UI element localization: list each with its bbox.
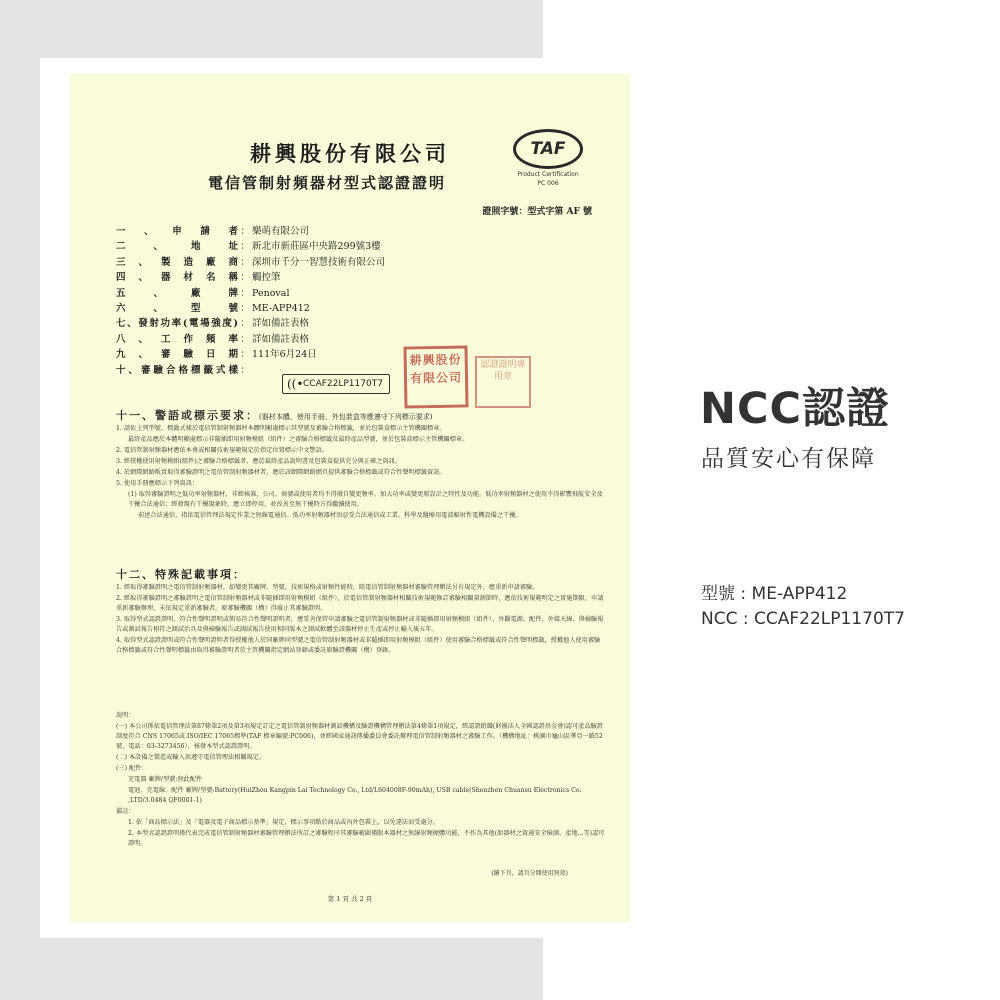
field-applicant: 一、申請者 ： 樂萌有限公司 — [116, 226, 310, 237]
field-value: 深圳市千分一智慧技術有限公司 — [252, 256, 386, 268]
paragraph: 1. 請依上列型號、標籤式樣於電信管制射頻器材本體明顯處標示其型號及審驗合格標籤，並於包裝盒標示主管機關標章。 — [116, 425, 446, 432]
paragraph: 5. 使用手冊應標示下列資訊： — [116, 480, 199, 487]
paragraph: (二) 本設備之製造或輸入須遵守電信管理法相關規定。 — [116, 754, 266, 761]
field-equipment-name: 四、器材名稱 ： 觸控筆 — [116, 272, 281, 284]
company-name: 耕興股份有限公司 — [250, 141, 450, 166]
certificate-document — [70, 74, 630, 922]
field-address: 二、地址 ： 新北市新莊區中央路299號3樓 — [116, 241, 381, 253]
paragraph: 2. 電信管制射頻器材應依本會或相關技術規範規定於指定位置標示中文警語。 — [116, 447, 329, 454]
special-notes-section — [116, 566, 606, 656]
field-value: 樂萌有限公司 — [252, 226, 310, 237]
section-heading: 十二、特殊記載事項： — [116, 568, 246, 581]
field-value: 詳如備註表格 — [252, 318, 310, 330]
official-seal: 認證證明專用章 — [475, 356, 531, 408]
paragraph: 最終產品應於本體明顯處標示非隨插即用射頻模組（組件）之審驗合格標籤及最終產品型號，並於包裝盒標示主管機關標章。 — [128, 436, 469, 443]
paragraph: (1) 取得審驗證明之低功率射頻器材，非經核准，公司、商號或使用者均不得擅自變更頻率、加大功率或變更原設計之特性及功能。低功率射頻器材之使用不得影響飛航安全及干擾合法通信；經發現有干擾現象時，應立即停用，並改善至無干擾時方得繼續使用。 — [128, 491, 603, 508]
paragraph: 充電器 廠牌/型號:無此配件 — [128, 776, 203, 783]
field-value: 詳如備註表格 — [252, 333, 310, 345]
field-model: 六、型號 ： ME-APP412 — [116, 302, 310, 314]
paragraph: 3. 經授權使用射頻模組(組件)之審驗合格標籤者，應於最終產品說明書及包裝盒提供充分與正確之資訊。 — [116, 458, 401, 465]
field-value: 新北市新莊區中央路299號3樓 — [252, 241, 381, 253]
paragraph: 備註： — [116, 808, 135, 815]
field-value: Penoval — [252, 287, 290, 299]
field-frequency: 八、工作頻率 ： 詳如備註表格 — [116, 333, 310, 345]
quality-tagline: 品質安心有保障 — [701, 446, 876, 472]
product-info — [701, 582, 905, 632]
section-heading: 十一、警語或標示要求：(器材本體、使用手冊、外包裝盒等應遵守下列標示要求) — [116, 409, 433, 422]
certificate-title: 電信管制射頻器材型式認證證明 — [208, 174, 447, 192]
paragraph: 4. 取得型式認證證明或符合性聲明證明者得授權他人於同廠牌同型號之電信管制射頻器材或非隨插即用射頻模組（組件）使用審驗合格標籤或符合性聲明標籤，授權他人使用審驗合格標籤或符合性聲明標籤由取得審驗證明者於主管機關指定網站登錄或委託原驗證機關（構）登錄。 — [116, 637, 601, 654]
model-line: 型號 : ME-APP412 — [701, 584, 848, 604]
field-date: 九、審驗日期 ： 111年6月24日 — [116, 349, 317, 361]
taf-logo-caption-2: PC 006 — [537, 180, 559, 187]
field-power: 七、發射功率(電場強度) ： 詳如備註表格 — [116, 318, 310, 330]
taf-logo — [508, 129, 588, 187]
field-manufacturer: 三、製造廠商 ： 深圳市千分一智慧技術有限公司 — [116, 256, 386, 268]
taf-logo-caption-1: Product Certification — [517, 171, 579, 178]
ncc-approval-label — [282, 374, 390, 394]
certificate-fields — [116, 224, 556, 378]
field-value: 觸控筆 — [252, 272, 281, 284]
continuation-note: (續下頁，請頁分開使用無效) — [491, 870, 568, 877]
field-value: 111年6月24日 — [252, 349, 317, 361]
paragraph: 1. 經取得審驗證明之電信管制射頻器材，如變更其廠牌、型號、技術規格或射頻性能時，除電信管制射頻器材審驗管理辦法另有規定外，應重新申請審驗。 — [116, 584, 539, 591]
paragraph: 1. 依「商品標示法」及「電器及電子商品標示基準」規定，標示事項點於商品或內外包裝上，以免違法而受處分。 — [128, 819, 440, 826]
company-stamp: 耕興股份有限公司 — [403, 345, 468, 408]
page-number: 第 1 頁 共 2 頁 — [327, 895, 373, 903]
certificate-number: 證照字號：型式字第 AF 號 — [482, 207, 592, 217]
paragraph: 2. 本型式認證證明僅代表完成電信管制射頻器材審驗管理辦法所訂之審驗程序其審驗範圍僅限本器材之無線射頻硬體功能，不作為其他(如器材之資通安全檢測、產地...等)認可證明。 — [128, 830, 605, 847]
paragraph: 電池、充電線、配件 廠牌/型號:Battery(HuiZhou Kangpin Lai Technology Co., Ltd/L604008F-90mAh), USB cable(Shenzhen Chuansu Electronics Co. ,LTD/3.0484 QF0001-1) — [128, 787, 582, 804]
field-brand: 五、廠牌 ： Penoval — [116, 287, 290, 299]
ncc-heading: NCC認證 — [700, 384, 891, 434]
remarks-section — [116, 710, 606, 849]
warning-section — [116, 407, 606, 521]
taf-logo-mark: TAF — [513, 129, 583, 169]
field-value: ME-APP412 — [252, 302, 310, 314]
paragraph: (三) 配件： — [116, 765, 148, 772]
field-label-sample: 十、審驗合格標籤式樣 ： — [116, 364, 250, 376]
paragraph: 2. 經取得審驗證明之審驗證明之電信管制射頻器材或非隨插即用射頻模組（組件），於電信管制射頻器材相關技術規範修訂審驗相關量測節時，應依技術規範明定之實施期限，申請重新審驗辦理，未依規定重新審驗者，原審驗機關（構）得廢止其審驗證明。 — [116, 595, 604, 612]
paragraph: 4. 於網際網路販賣取得審驗證明之電信管制射頻器材者，應於該網際網路網頁提供審驗合格標籤或符合性聲明標籤資訊。 — [116, 469, 446, 476]
paragraph: 3. 取得型式認證證明、符合性聲明證明或簡易符合性聲明證明者，應妥善保管申請審驗之電信管制射頻器材或非隨插即用射頻模組（組件）、外觀電源、配件、外接天線、與檢驗報告或測試報告相符之測試治具及與檢驗報告或測試報告使用相同版本之測試軟體至該器材停止生產或停止輸入後五年。 — [116, 616, 604, 633]
ncc-code-line: NCC : CCAF22LP1170T7 — [701, 609, 905, 629]
paragraph: 前述合法通信，指依電信管理法規定作業之無線電通信。低功率射頻器材須忍受合法通信或工業、科學及醫療用電波輻射性電機設備之干擾。 — [138, 512, 522, 519]
remarks-heading: 說明： — [116, 712, 135, 719]
paragraph: (一) 本公司係依電信管理法第87條第2項及第3項規定訂定之電信管制射頻器材測試機構及驗證機構管理辦法第4條第1項規定，經認證組織(財團法人全國認證基金會)認可產品驗證制度符合 CNS 17065或 ISO/IEC 17065標準(TAF 標章編號:PC006)，並經國家通訊傳播委員會委託辦理電信管制射頻器材之審驗工作。（機構地址：桃園市龜山區華亞一路52號，電話：03-3273456），核發本型式認證證明。 — [116, 723, 603, 750]
ncc-label-code: CCAF22LP1170T7 — [303, 379, 383, 389]
ncc-logo-icon: ((• — [287, 377, 304, 391]
